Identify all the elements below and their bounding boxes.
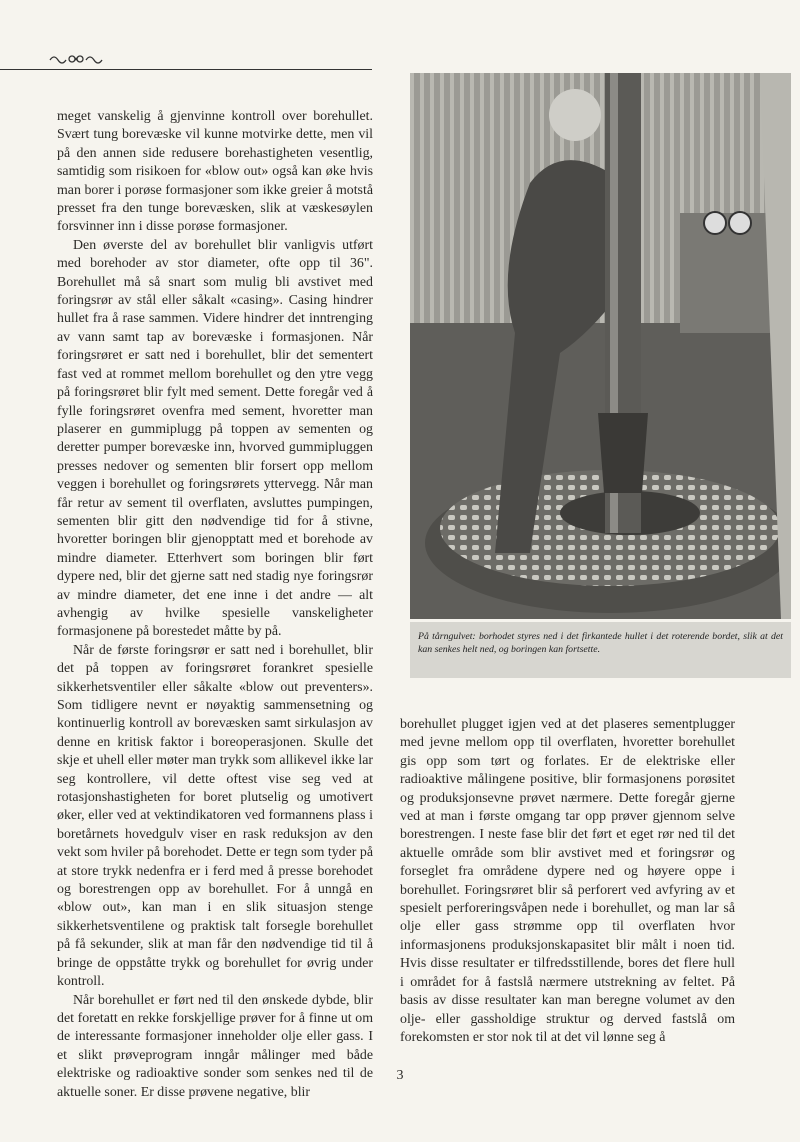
drilling-floor-photo (410, 73, 791, 619)
paragraph: Den øverste del av borehullet blir vanligvis utført med borehoder av stor diameter, ofte opp til 36". Borehullet må så snart som mulig bli avstivet med foringsrør av stål eller såkalt «casing». Casing hindrer hullet fra å rase sammen. Videre hindrer det inntrenging av vann samt tap av borevæske i formasjonen. Når foringsrøret er satt ned i borehullet, blir det sementert fast ved at rommet mellom borehullet og den ytre vegg på foringsrøret blir fylt med sement. Dette foregår ved å fylle foringsrøret ovenfra med sement, hvoretter man plaserer en gummiplugg på toppen av sementen og deretter pumper borevæske inn, hvorved gummipluggen presses nedover og sementen blir forsert opp mellom veggen i borehullet og foringsrørets yttervegg. Når man får retur av sement til overflaten, avsluttes pumpingen, sementen blir gitt den nødvendige tid for å stivne, hvoretter boringen blir gjenopptatt med et borehode av mindre diameter. Etterhvert som boringen blir ført dypere ned, blir det gjerne satt ned stadig nye foringsrør av mindre diameter, det ene inne i det andre — alt avhengig av hvilke spesielle vanskeligheter formasjonene på borestedet måtte by på. (57, 237, 373, 640)
header-rule (0, 69, 372, 70)
page-number: 3 (396, 1068, 404, 1083)
left-text-column (57, 108, 373, 1102)
header-ornament-icon (48, 52, 104, 66)
figure-caption: På tårngulvet: borhodet styres ned i det firkantede hullet i det roterende bordet, slik at det kan senkes helt ned, og boringen kan fortsette. (410, 622, 791, 678)
paragraph: Når de første foringsrør er satt ned i borehullet, blir det på toppen av foringsrøret forankret spesielle sikkerhetsventiler eller såkalte «blow out preventers». Som tidligere nevnt er nøyaktig sammensetning og kontinuerlig kontroll av borevæsken samt sirkulasjon av denne en kritisk faktor i boreoperasjonen. Skulle det skje et uhell eller møter man trykk som allikevel ikke lar seg kontrollere, vil dette oftest vise seg ved at rotasjonshastigheten for boret plutselig og umotivert øker, eller ved at vektindikatoren ved formannens plass i boretårnets hovedgulv viser en rask reduksjon av den vekt som hviler på borehodet. Dette er tegn som tyder på at store trykk nedenfra er i ferd med å presse borehodet og borestrengen opp av borehullet. For å unngå en «blow out», kan man i en slik situasjon stenge sikkerhetsventilene og praktisk talt forsegle borehullet på få sekunder, slik at man får den nødvendige tid til å bringe de oppståtte trykk og borehullet for øvrig under kontroll. (57, 642, 373, 990)
paragraph: borehullet plugget igjen ved at det plaseres sementplugger med jevne mellom opp til overflaten, hvoretter borehullet gis opp som tørt og forlates. Er de elektriske eller radioaktive målingene positive, blir formasjonens porøsitet og produksjonsevne prøvet nærmere. Dette foregår gjerne ved at man i første omgang tar opp prøver gjennom selve borestrengen. I neste fase blir det ført et eget rør ned til det aktuelle område som blir avstivet med et foringsrør og forseglet fra områdene dypere ned og høyere oppe i borehullet. Foringsrøret blir så perforert ved avfyring av et spesielt perforeringsvåpen nede i borehullet, og man lar så olje eller gass strømme opp til overflaten hvor informasjonens produksjonskapasitet blir målt i noen tid. Hvis disse resultater er tilfredsstillende, bores det flere hull i området for å fastslå nærmere utstrekning av feltet. På basis av disse resultater kan man beregne volumet av den olje- eller gassholdige struktur og derved fastslå om forekomsten er stor nok til at det vil lønne seg å (400, 717, 735, 1045)
paragraph: meget vanskelig å gjenvinne kontroll over borehullet. Svært tung borevæske vil kunne motvirke dette, men vil på den annen side redusere borehastigheten vesentlig, samtidig som risikoen for «blow out» også kan øke hvis man borer i porøse formasjoner som ikke greier å motstå presset fra den tunge borevæsken, slik at væskesøylen forsvinner inn i disse porøse formasjoner. (57, 109, 373, 235)
paragraph: Når borehullet er ført ned til den ønskede dybde, blir det foretatt en rekke forskjellige prøver for å finne ut om de interessante formasjoner inneholder olje eller gass. I et slikt prøveprogram inngår målinger med både elektriske og radioaktive sonder som senkes ned til de aktuelle soner. Er disse prøvene negative, blir (57, 992, 373, 1100)
right-text-column (400, 716, 735, 1047)
